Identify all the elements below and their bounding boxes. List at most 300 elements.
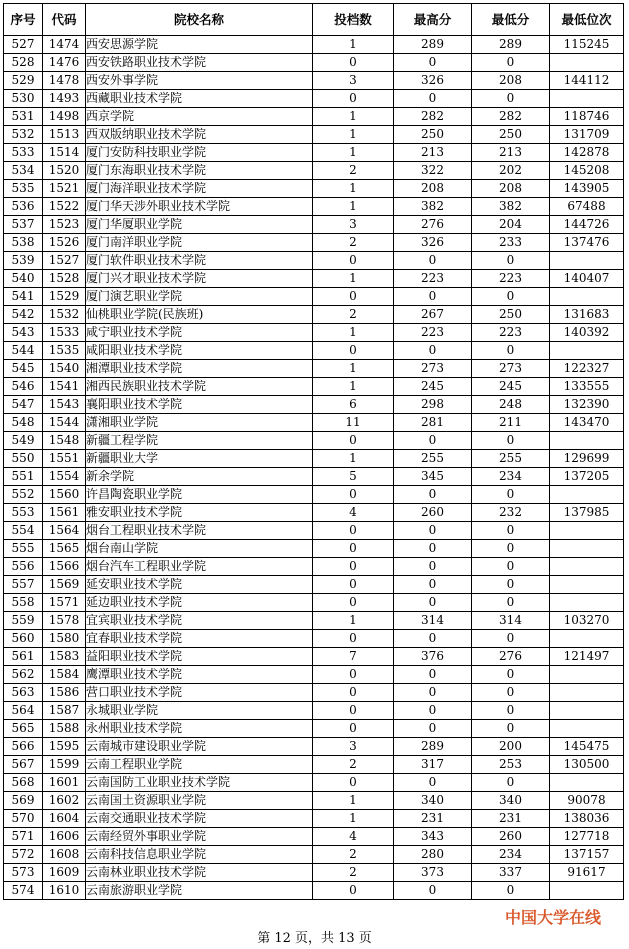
- cell-code: 1586: [43, 684, 86, 702]
- cell-min-rank: [550, 684, 624, 702]
- table-row: [4, 684, 624, 702]
- cell-max-score: 382: [394, 198, 472, 216]
- cell-max-score: 0: [394, 432, 472, 450]
- cell-min-score: 0: [472, 288, 550, 306]
- cell-admit-count: 7: [313, 648, 394, 666]
- cell-school-name: 许昌陶瓷职业学院: [86, 486, 313, 504]
- header-code: 代码: [43, 4, 86, 36]
- cell-seq: 539: [4, 252, 43, 270]
- cell-min-rank: 127718: [550, 828, 624, 846]
- cell-max-score: 289: [394, 36, 472, 54]
- cell-min-score: 234: [472, 846, 550, 864]
- cell-min-rank: [550, 432, 624, 450]
- cell-min-score: 0: [472, 486, 550, 504]
- table-row: [4, 306, 624, 324]
- table-row: [4, 756, 624, 774]
- cell-admit-count: 6: [313, 396, 394, 414]
- cell-admit-count: 0: [313, 252, 394, 270]
- cell-seq: 572: [4, 846, 43, 864]
- cell-seq: 558: [4, 594, 43, 612]
- cell-min-score: 202: [472, 162, 550, 180]
- cell-min-score: 0: [472, 594, 550, 612]
- cell-seq: 528: [4, 54, 43, 72]
- cell-min-score: 276: [472, 648, 550, 666]
- cell-min-rank: 122327: [550, 360, 624, 378]
- cell-code: 1543: [43, 396, 86, 414]
- table-row: [4, 720, 624, 738]
- cell-max-score: 298: [394, 396, 472, 414]
- cell-max-score: 0: [394, 54, 472, 72]
- cell-seq: 555: [4, 540, 43, 558]
- cell-school-name: 云南城市建设职业学院: [86, 738, 313, 756]
- cell-min-rank: 115245: [550, 36, 624, 54]
- cell-min-score: 0: [472, 54, 550, 72]
- cell-min-score: 0: [472, 720, 550, 738]
- table-row: [4, 882, 624, 900]
- cell-min-score: 0: [472, 576, 550, 594]
- cell-school-name: 西安铁路职业技术学院: [86, 54, 313, 72]
- cell-min-rank: 121497: [550, 648, 624, 666]
- cell-code: 1602: [43, 792, 86, 810]
- cell-min-score: 208: [472, 180, 550, 198]
- cell-school-name: 厦门东海职业技术学院: [86, 162, 313, 180]
- cell-admit-count: 0: [313, 594, 394, 612]
- cell-min-score: 213: [472, 144, 550, 162]
- cell-admit-count: 0: [313, 342, 394, 360]
- table-row: [4, 90, 624, 108]
- cell-code: 1561: [43, 504, 86, 522]
- cell-admit-count: 1: [313, 36, 394, 54]
- cell-min-score: 0: [472, 666, 550, 684]
- cell-school-name: 永州职业技术学院: [86, 720, 313, 738]
- table-row: [4, 324, 624, 342]
- cell-seq: 547: [4, 396, 43, 414]
- cell-max-score: 223: [394, 324, 472, 342]
- table-row: [4, 126, 624, 144]
- cell-min-rank: [550, 252, 624, 270]
- cell-min-score: 245: [472, 378, 550, 396]
- cell-admit-count: 4: [313, 828, 394, 846]
- cell-max-score: 0: [394, 702, 472, 720]
- cell-admit-count: 2: [313, 162, 394, 180]
- cell-min-rank: [550, 522, 624, 540]
- cell-max-score: 273: [394, 360, 472, 378]
- cell-min-score: 0: [472, 342, 550, 360]
- cell-school-name: 云南工程职业学院: [86, 756, 313, 774]
- cell-max-score: 0: [394, 252, 472, 270]
- table-header-row: [4, 4, 624, 36]
- cell-min-rank: [550, 882, 624, 900]
- cell-seq: 565: [4, 720, 43, 738]
- cell-admit-count: 3: [313, 738, 394, 756]
- cell-school-name: 襄阳职业技术学院: [86, 396, 313, 414]
- table-row: [4, 144, 624, 162]
- cell-admit-count: 4: [313, 504, 394, 522]
- table-row: [4, 36, 624, 54]
- cell-admit-count: 3: [313, 72, 394, 90]
- cell-max-score: 0: [394, 522, 472, 540]
- cell-max-score: 289: [394, 738, 472, 756]
- table-row: [4, 666, 624, 684]
- cell-min-score: 208: [472, 72, 550, 90]
- table-row: [4, 702, 624, 720]
- cell-school-name: 厦门演艺职业学院: [86, 288, 313, 306]
- cell-code: 1520: [43, 162, 86, 180]
- cell-max-score: 0: [394, 576, 472, 594]
- cell-max-score: 213: [394, 144, 472, 162]
- cell-school-name: 潇湘职业学院: [86, 414, 313, 432]
- cell-min-score: 314: [472, 612, 550, 630]
- cell-max-score: 281: [394, 414, 472, 432]
- cell-min-rank: 137157: [550, 846, 624, 864]
- cell-max-score: 276: [394, 216, 472, 234]
- cell-code: 1529: [43, 288, 86, 306]
- cell-min-score: 0: [472, 684, 550, 702]
- cell-min-rank: 140392: [550, 324, 624, 342]
- site-watermark: 中国大学在线: [504, 908, 601, 927]
- cell-max-score: 326: [394, 234, 472, 252]
- table-row: [4, 486, 624, 504]
- cell-max-score: 0: [394, 630, 472, 648]
- cell-code: 1521: [43, 180, 86, 198]
- cell-max-score: 322: [394, 162, 472, 180]
- cell-min-score: 0: [472, 90, 550, 108]
- cell-min-score: 255: [472, 450, 550, 468]
- cell-min-rank: [550, 342, 624, 360]
- cell-seq: 563: [4, 684, 43, 702]
- table-row: [4, 846, 624, 864]
- table-row: [4, 396, 624, 414]
- table-row: [4, 504, 624, 522]
- cell-seq: 552: [4, 486, 43, 504]
- cell-min-score: 0: [472, 630, 550, 648]
- cell-school-name: 厦门兴才职业技术学院: [86, 270, 313, 288]
- cell-code: 1551: [43, 450, 86, 468]
- cell-code: 1476: [43, 54, 86, 72]
- cell-seq: 530: [4, 90, 43, 108]
- cell-min-rank: 103270: [550, 612, 624, 630]
- cell-max-score: 282: [394, 108, 472, 126]
- cell-code: 1609: [43, 864, 86, 882]
- cell-school-name: 厦门安防科技职业学院: [86, 144, 313, 162]
- table-row: [4, 468, 624, 486]
- table-row: [4, 432, 624, 450]
- cell-admit-count: 1: [313, 270, 394, 288]
- table-row: [4, 288, 624, 306]
- cell-max-score: 345: [394, 468, 472, 486]
- cell-max-score: 340: [394, 792, 472, 810]
- table-row: [4, 162, 624, 180]
- cell-min-score: 211: [472, 414, 550, 432]
- cell-school-name: 厦门软件职业技术学院: [86, 252, 313, 270]
- cell-admit-count: 11: [313, 414, 394, 432]
- cell-school-name: 营口职业技术学院: [86, 684, 313, 702]
- cell-code: 1528: [43, 270, 86, 288]
- cell-max-score: 0: [394, 486, 472, 504]
- cell-school-name: 云南国土资源职业学院: [86, 792, 313, 810]
- table-row: [4, 828, 624, 846]
- cell-max-score: 0: [394, 774, 472, 792]
- cell-max-score: 0: [394, 558, 472, 576]
- cell-seq: 548: [4, 414, 43, 432]
- cell-code: 1587: [43, 702, 86, 720]
- cell-min-rank: 143905: [550, 180, 624, 198]
- table-row: [4, 558, 624, 576]
- cell-max-score: 0: [394, 666, 472, 684]
- table-row: [4, 414, 624, 432]
- table-row: [4, 216, 624, 234]
- cell-school-name: 西藏职业技术学院: [86, 90, 313, 108]
- cell-min-rank: 137985: [550, 504, 624, 522]
- table-row: [4, 540, 624, 558]
- cell-school-name: 云南国防工业职业技术学院: [86, 774, 313, 792]
- cell-max-score: 0: [394, 882, 472, 900]
- header-min-score: 最低分: [472, 4, 550, 36]
- cell-max-score: 376: [394, 648, 472, 666]
- cell-min-rank: 131709: [550, 126, 624, 144]
- table-row: [4, 198, 624, 216]
- cell-school-name: 云南旅游职业学院: [86, 882, 313, 900]
- header-seq: 序号: [4, 4, 43, 36]
- cell-min-rank: [550, 702, 624, 720]
- cell-min-rank: 144726: [550, 216, 624, 234]
- cell-school-name: 西安思源学院: [86, 36, 313, 54]
- cell-admit-count: 1: [313, 450, 394, 468]
- cell-admit-count: 1: [313, 360, 394, 378]
- cell-max-score: 267: [394, 306, 472, 324]
- cell-admit-count: 0: [313, 684, 394, 702]
- table-row: [4, 72, 624, 90]
- cell-code: 1599: [43, 756, 86, 774]
- cell-admit-count: 2: [313, 864, 394, 882]
- cell-seq: 559: [4, 612, 43, 630]
- cell-max-score: 0: [394, 90, 472, 108]
- cell-min-score: 200: [472, 738, 550, 756]
- cell-code: 1526: [43, 234, 86, 252]
- table-row: [4, 252, 624, 270]
- cell-code: 1548: [43, 432, 86, 450]
- cell-code: 1566: [43, 558, 86, 576]
- cell-max-score: 245: [394, 378, 472, 396]
- cell-min-score: 0: [472, 522, 550, 540]
- table-row: [4, 180, 624, 198]
- cell-max-score: 260: [394, 504, 472, 522]
- cell-admit-count: 1: [313, 792, 394, 810]
- cell-min-rank: [550, 594, 624, 612]
- cell-min-rank: 133555: [550, 378, 624, 396]
- cell-max-score: 231: [394, 810, 472, 828]
- cell-code: 1522: [43, 198, 86, 216]
- cell-code: 1474: [43, 36, 86, 54]
- cell-admit-count: 1: [313, 324, 394, 342]
- cell-admit-count: 0: [313, 774, 394, 792]
- table-row: [4, 576, 624, 594]
- cell-max-score: 250: [394, 126, 472, 144]
- cell-min-rank: [550, 558, 624, 576]
- page-footer: 第 12 页，共 13 页: [257, 931, 372, 946]
- cell-min-rank: [550, 540, 624, 558]
- cell-max-score: 280: [394, 846, 472, 864]
- cell-min-rank: [550, 54, 624, 72]
- cell-code: 1541: [43, 378, 86, 396]
- cell-admit-count: 0: [313, 882, 394, 900]
- table-row: [4, 270, 624, 288]
- cell-min-score: 382: [472, 198, 550, 216]
- cell-school-name: 西京学院: [86, 108, 313, 126]
- cell-admit-count: 0: [313, 558, 394, 576]
- cell-min-rank: [550, 630, 624, 648]
- cell-code: 1533: [43, 324, 86, 342]
- cell-min-rank: 140407: [550, 270, 624, 288]
- cell-code: 1564: [43, 522, 86, 540]
- cell-seq: 541: [4, 288, 43, 306]
- cell-min-score: 340: [472, 792, 550, 810]
- cell-max-score: 0: [394, 594, 472, 612]
- cell-min-score: 250: [472, 306, 550, 324]
- cell-school-name: 咸宁职业技术学院: [86, 324, 313, 342]
- cell-school-name: 延安职业技术学院: [86, 576, 313, 594]
- cell-seq: 566: [4, 738, 43, 756]
- table-row: [4, 792, 624, 810]
- cell-min-rank: 91617: [550, 864, 624, 882]
- cell-min-rank: 142878: [550, 144, 624, 162]
- cell-min-score: 0: [472, 558, 550, 576]
- cell-max-score: 373: [394, 864, 472, 882]
- cell-min-score: 232: [472, 504, 550, 522]
- cell-school-name: 新余学院: [86, 468, 313, 486]
- cell-code: 1595: [43, 738, 86, 756]
- cell-school-name: 湘潭职业技术学院: [86, 360, 313, 378]
- cell-admit-count: 1: [313, 378, 394, 396]
- cell-seq: 535: [4, 180, 43, 198]
- cell-min-score: 0: [472, 252, 550, 270]
- admissions-table: [3, 3, 624, 900]
- cell-min-score: 0: [472, 774, 550, 792]
- cell-admit-count: 2: [313, 846, 394, 864]
- cell-school-name: 云南科技信息职业学院: [86, 846, 313, 864]
- cell-code: 1580: [43, 630, 86, 648]
- cell-school-name: 厦门南洋职业学院: [86, 234, 313, 252]
- cell-school-name: 雅安职业技术学院: [86, 504, 313, 522]
- cell-code: 1610: [43, 882, 86, 900]
- cell-admit-count: 0: [313, 54, 394, 72]
- cell-min-rank: 130500: [550, 756, 624, 774]
- cell-code: 1514: [43, 144, 86, 162]
- cell-min-score: 250: [472, 126, 550, 144]
- cell-school-name: 云南林业职业技术学院: [86, 864, 313, 882]
- cell-min-rank: [550, 720, 624, 738]
- cell-max-score: 0: [394, 684, 472, 702]
- cell-max-score: 0: [394, 540, 472, 558]
- cell-school-name: 厦门华天涉外职业技术学院: [86, 198, 313, 216]
- cell-code: 1565: [43, 540, 86, 558]
- cell-min-rank: [550, 774, 624, 792]
- cell-seq: 543: [4, 324, 43, 342]
- cell-min-rank: 137205: [550, 468, 624, 486]
- cell-min-score: 0: [472, 432, 550, 450]
- cell-admit-count: 0: [313, 288, 394, 306]
- cell-seq: 569: [4, 792, 43, 810]
- table-row: [4, 810, 624, 828]
- cell-seq: 560: [4, 630, 43, 648]
- cell-min-score: 231: [472, 810, 550, 828]
- cell-min-rank: 132390: [550, 396, 624, 414]
- table-row: [4, 630, 624, 648]
- cell-school-name: 鹰潭职业技术学院: [86, 666, 313, 684]
- table-row: [4, 648, 624, 666]
- cell-seq: 542: [4, 306, 43, 324]
- cell-admit-count: 0: [313, 720, 394, 738]
- header-min-rank: 最低位次: [550, 4, 624, 36]
- cell-seq: 527: [4, 36, 43, 54]
- cell-seq: 568: [4, 774, 43, 792]
- cell-school-name: 厦门华厦职业学院: [86, 216, 313, 234]
- table-body: [4, 36, 624, 900]
- cell-code: 1583: [43, 648, 86, 666]
- table-row: [4, 378, 624, 396]
- cell-min-score: 289: [472, 36, 550, 54]
- cell-max-score: 0: [394, 288, 472, 306]
- cell-min-rank: 143470: [550, 414, 624, 432]
- cell-admit-count: 5: [313, 468, 394, 486]
- cell-admit-count: 1: [313, 810, 394, 828]
- cell-school-name: 咸阳职业技术学院: [86, 342, 313, 360]
- cell-admit-count: 1: [313, 108, 394, 126]
- table-row: [4, 738, 624, 756]
- cell-code: 1540: [43, 360, 86, 378]
- cell-seq: 556: [4, 558, 43, 576]
- cell-code: 1554: [43, 468, 86, 486]
- cell-school-name: 烟台汽车工程职业学院: [86, 558, 313, 576]
- cell-school-name: 烟台南山学院: [86, 540, 313, 558]
- cell-min-score: 260: [472, 828, 550, 846]
- cell-admit-count: 0: [313, 666, 394, 684]
- cell-seq: 544: [4, 342, 43, 360]
- cell-school-name: 宜春职业技术学院: [86, 630, 313, 648]
- cell-seq: 571: [4, 828, 43, 846]
- cell-seq: 574: [4, 882, 43, 900]
- cell-code: 1606: [43, 828, 86, 846]
- cell-code: 1535: [43, 342, 86, 360]
- table-row: [4, 522, 624, 540]
- cell-seq: 551: [4, 468, 43, 486]
- cell-school-name: 云南经贸外事职业学院: [86, 828, 313, 846]
- cell-max-score: 208: [394, 180, 472, 198]
- cell-admit-count: 1: [313, 198, 394, 216]
- table-row: [4, 108, 624, 126]
- cell-min-score: 233: [472, 234, 550, 252]
- cell-min-rank: 144112: [550, 72, 624, 90]
- table-row: [4, 864, 624, 882]
- cell-min-rank: [550, 288, 624, 306]
- cell-code: 1498: [43, 108, 86, 126]
- cell-code: 1578: [43, 612, 86, 630]
- cell-seq: 529: [4, 72, 43, 90]
- table-row: [4, 360, 624, 378]
- cell-seq: 564: [4, 702, 43, 720]
- cell-school-name: 永城职业学院: [86, 702, 313, 720]
- cell-school-name: 厦门海洋职业技术学院: [86, 180, 313, 198]
- cell-min-rank: 145475: [550, 738, 624, 756]
- cell-school-name: 益阳职业技术学院: [86, 648, 313, 666]
- cell-admit-count: 0: [313, 432, 394, 450]
- cell-admit-count: 0: [313, 576, 394, 594]
- cell-admit-count: 0: [313, 630, 394, 648]
- cell-seq: 538: [4, 234, 43, 252]
- cell-min-rank: [550, 486, 624, 504]
- cell-seq: 533: [4, 144, 43, 162]
- cell-min-score: 204: [472, 216, 550, 234]
